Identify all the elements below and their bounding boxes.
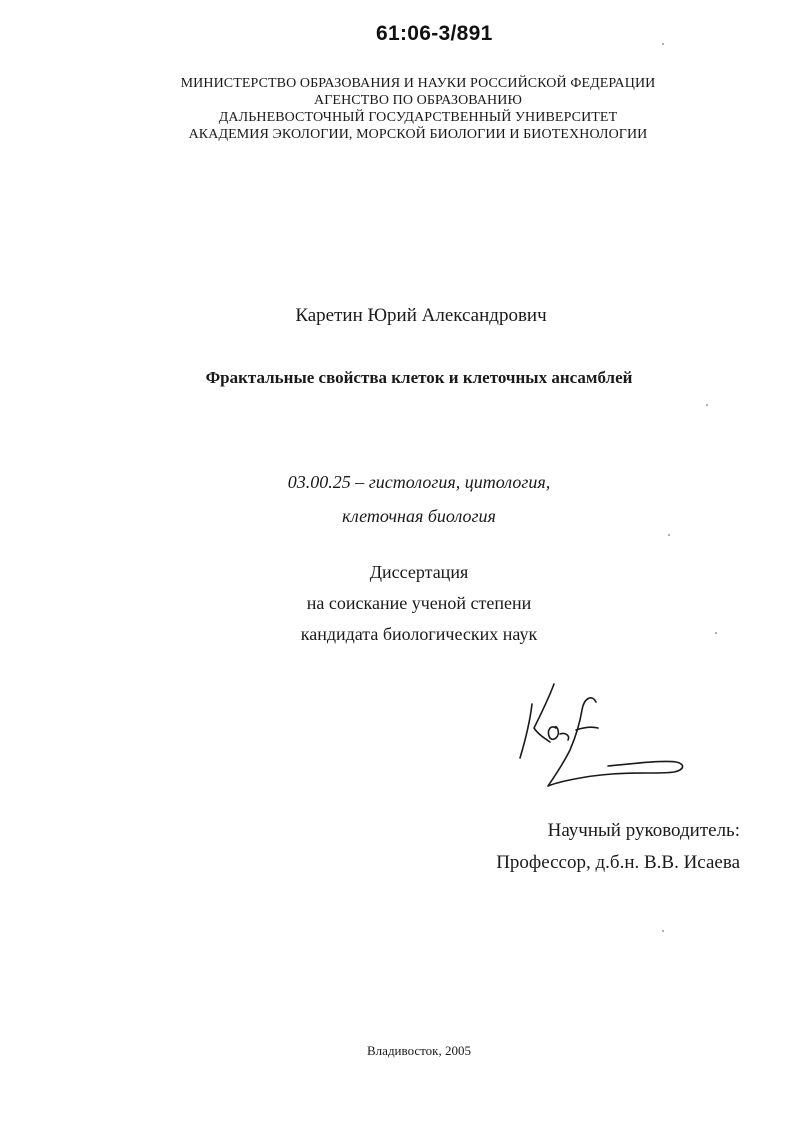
institution-block — [0, 75, 798, 143]
supervisor-label: Научный руководитель: — [547, 820, 740, 841]
specialty-field-line: клеточная биология — [342, 506, 496, 526]
institution-university: ДАЛЬНЕВОСТОЧНЫЙ ГОСУДАРСТВЕННЫЙ УНИВЕРСИТЕТ — [218, 110, 618, 125]
institution-ministry: МИНИСТЕРСТВО ОБРАЗОВАНИЯ И НАУКИ РОССИЙСКОЙ ФЕДЕРАЦИИ — [180, 76, 656, 91]
degree-type: Диссертация — [369, 562, 469, 582]
supervisor-block — [496, 815, 740, 879]
specialty-block — [0, 465, 798, 533]
institution-agency: АГЕНСТВО ПО ОБРАЗОВАНИЮ — [314, 93, 522, 108]
shelf-mark: 61:06-3/891 — [376, 22, 493, 45]
institution-academy: АКАДЕМИЯ ЭКОЛОГИИ, МОРСКОЙ БИОЛОГИИ И БИОТЕХНОЛОГИИ — [188, 127, 648, 142]
scan-speck — [715, 632, 717, 634]
city-year: Владивосток, 2005 — [367, 1043, 471, 1058]
author-name: Каретин Юрий Александрович — [295, 305, 547, 326]
handwritten-signature — [512, 676, 692, 796]
degree-block — [0, 557, 798, 650]
scan-speck — [668, 534, 670, 536]
thesis-title: Фрактальные свойства клеток и клеточных ансамблей — [205, 368, 633, 387]
scan-speck — [706, 404, 708, 406]
specialty-code-line: 03.00.25 – гистология, цитология, — [287, 472, 551, 492]
scan-speck — [662, 43, 664, 45]
supervisor-name: Профессор, д.б.н. В.В. Исаева — [496, 852, 740, 873]
degree-purpose: на соискание ученой степени — [306, 593, 532, 613]
scan-speck — [662, 930, 664, 932]
degree-name: кандидата биологических наук — [300, 624, 538, 644]
